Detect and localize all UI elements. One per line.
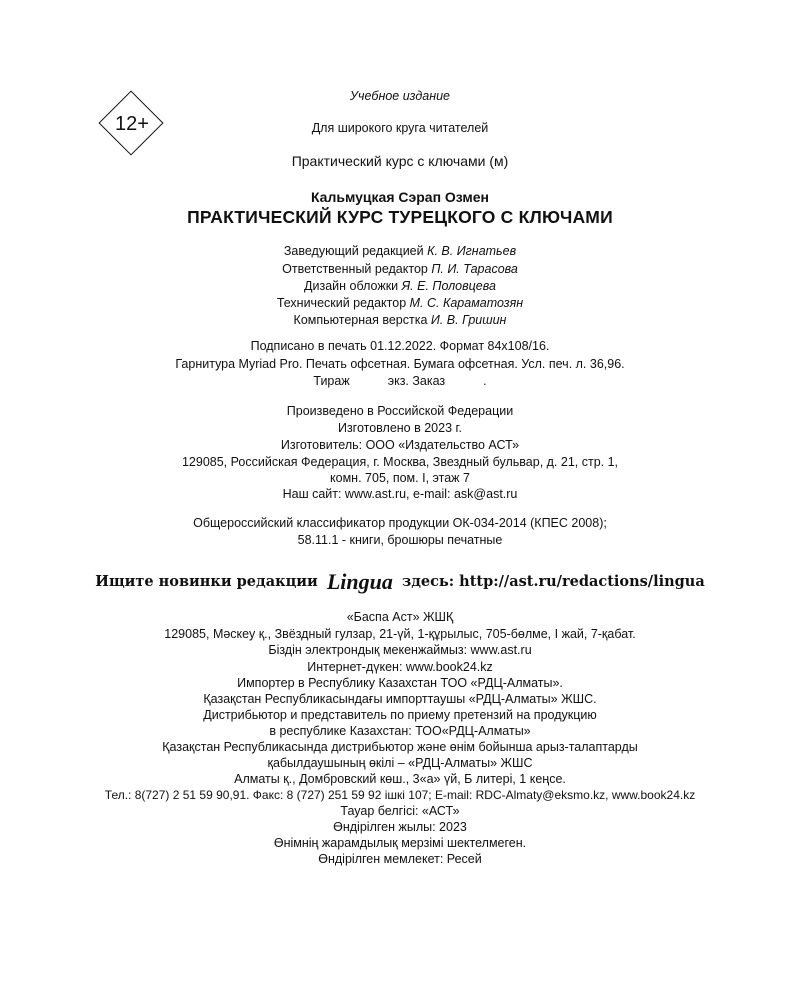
kazakh-line: Интернет-дүкен: www.book24.kz: [307, 660, 493, 674]
manufacturer-line: Изготовитель: ООО «Издательство АСТ»: [280, 438, 520, 452]
edition-type: Учебное издание: [350, 89, 450, 103]
credit-line: Заведующий редакцией К. В. Игнатьев: [283, 244, 517, 258]
kazakh-line: Өндірілген мемлекет: Ресей: [318, 852, 482, 866]
kazakh-line: қабылдаушының өкілі – «РДЦ-Алматы» ЖШС: [267, 756, 533, 770]
kazakh-line: «Баспа Аст» ЖШҚ: [346, 610, 454, 624]
book-title: ПРАКТИЧЕСКИЙ КУРС ТУРЕЦКОГО С КЛЮЧАМИ: [187, 207, 613, 227]
kazakh-line: Біздін электрондық мекенжаймыз: www.ast.ru: [268, 643, 532, 657]
author-name: Кальмуцкая Сэрап Озмен: [310, 189, 490, 205]
kazakh-line: Тел.: 8(727) 2 51 59 90,91. Факс: 8 (727) 251 59 92 ішкі 107; E-mail: RDC-Almaty@eksmo.kz, www.book24.kz: [104, 788, 696, 802]
kazakh-line: Импортер в Республику Казахстан ТОО «РДЦ-Алматы».: [237, 676, 563, 690]
manufacturer-line: комн. 705, пом. I, этаж 7: [330, 471, 470, 485]
kazakh-line: 129085, Мәскеу қ., Звёздный гулзар, 21-үй, 1-құрылыс, 705-бөлме, I жай, 7-қабат.: [164, 627, 636, 641]
credit-line: Технический редактор М. С. Караматозян: [276, 296, 524, 310]
credit-line: Ответственный редактор П. И. Тарасова: [282, 262, 518, 276]
kazakh-line: Өндірілген жылы: 2023: [333, 820, 467, 834]
kazakh-line: Тауар белгісі: «АСТ»: [340, 804, 460, 818]
manufacturer-line: Наш сайт: www.ast.ru, e-mail: ask@ast.ru: [282, 487, 518, 501]
kazakh-line: Өнімнің жарамдылық мерзімі шектелмеген.: [273, 836, 527, 850]
manufacturer-line: Изготовлено в 2023 г.: [337, 421, 463, 435]
audience: Для широкого круга читателей: [311, 121, 489, 135]
classifier-line: 58.11.1 - книги, брошюры печатные: [297, 533, 503, 547]
print-typeface: Гарнитура Myriad Pro. Печать офсетная. Бумага офсетная. Усл. печ. л. 36,96.: [175, 357, 625, 371]
kazakh-line: в республике Казахстан: ТОО«РДЦ-Алматы»: [269, 724, 531, 738]
kazakh-line: Дистрибьютор и представитель по приему претензий на продукцию: [203, 708, 597, 722]
age-rating-label: 12+: [115, 113, 149, 135]
promo-text-before: Ищите новинки редакции: [95, 573, 318, 590]
print-signed: Подписано в печать 01.12.2022. Формат 84х108/16.: [250, 339, 550, 353]
kazakh-line: Қазақстан Республикасында дистрибьютор және өнім бойынша арыз-талаптарды: [162, 740, 638, 754]
promo-text-after: здесь: http://ast.ru/redactions/lingua: [401, 573, 705, 590]
credit-line: Компьютерная верстка И. В. Гришин: [293, 313, 507, 327]
manufacturer-line: Произведено в Российской Федерации: [286, 404, 514, 418]
classifier-line: Общероссийский классификатор продукции ОК-034-2014 (КПЕС 2008);: [193, 516, 607, 530]
series-name: Практический курс с ключами (м): [291, 153, 509, 169]
kazakh-line: Қазақстан Республикасындағы импорттаушы «РДЦ-Алматы» ЖШС.: [203, 692, 597, 706]
manufacturer-line: 129085, Российская Федерация, г. Москва, Звездный бульвар, д. 21, стр. 1,: [181, 455, 619, 469]
lingua-logo: Lingua: [326, 569, 393, 594]
credit-line: Дизайн обложки Я. Е. Половцева: [304, 279, 496, 293]
print-circulation: Тираж экз. Заказ .: [313, 374, 487, 388]
lingua-promo: [0, 566, 800, 592]
kazakh-line: Алматы қ., Домбровский көш., 3«а» үй, Б литері, 1 кеңсе.: [234, 772, 566, 786]
